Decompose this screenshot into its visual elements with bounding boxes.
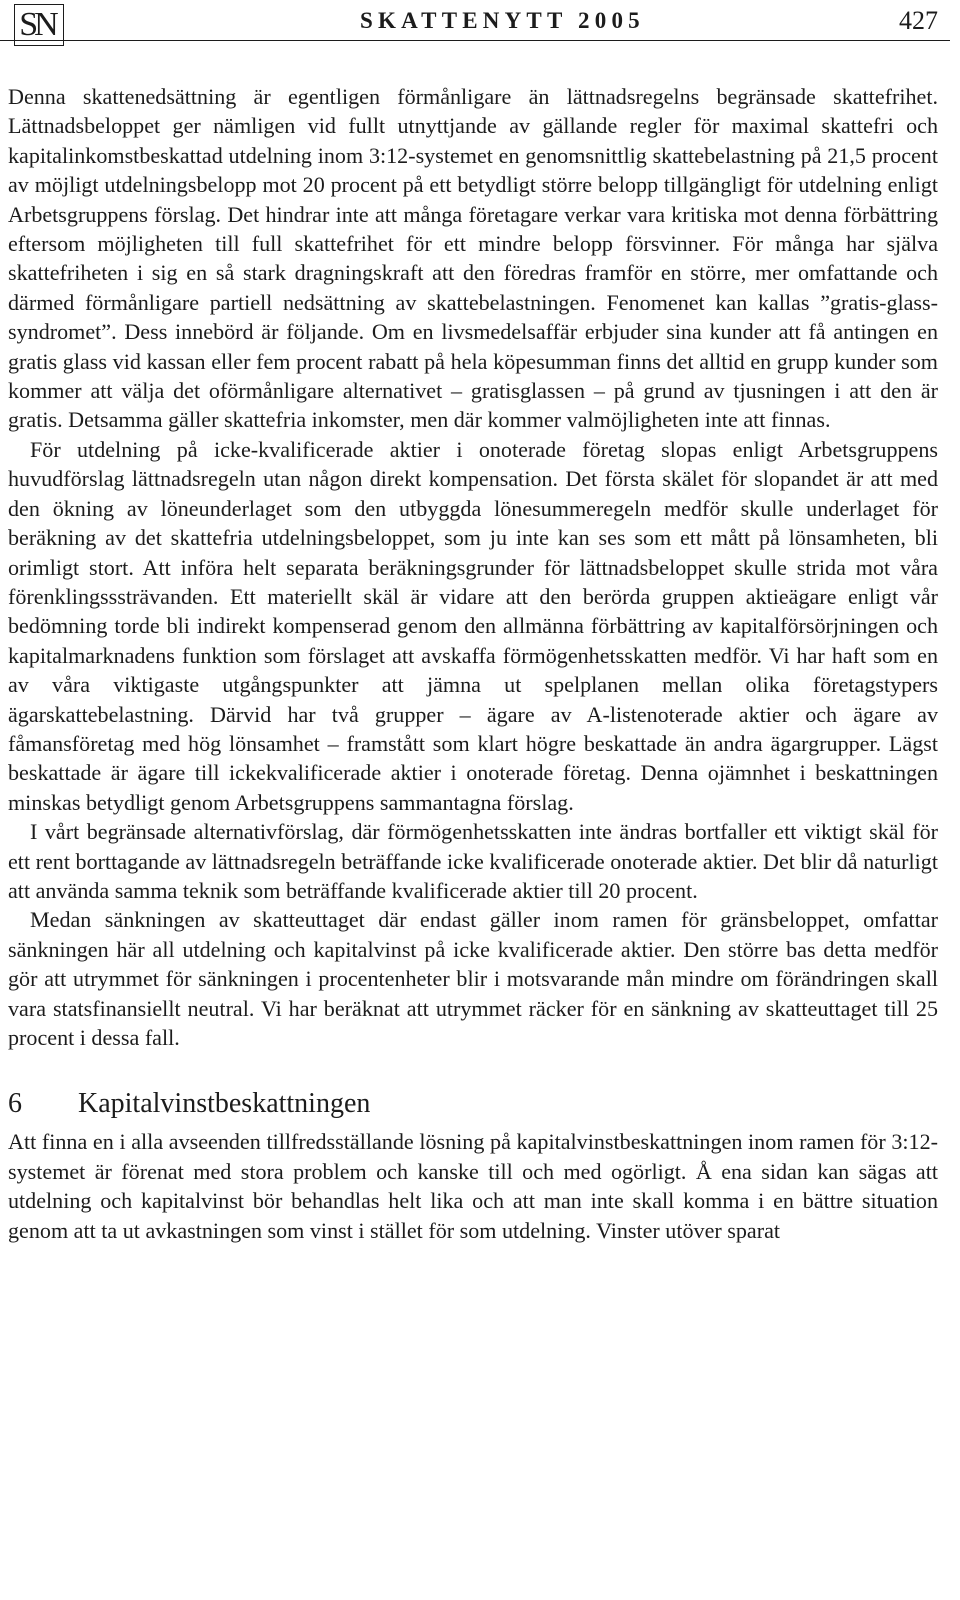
body-text [8, 82, 938, 1245]
section-paragraph: Att finna en i alla avseenden tillfredsställande lösning på kapitalvinstbeskattningen inom ramen för 3:12-systemet är förenat med stora problem och kanske till och med ogörligt. Å ena sidan kan sägas att utdelning och kapitalvinst bör behandlas helt lika och att man inte skall komma i en bättre situation genom att ta ut avkastningen som vinst i stället för som utdelning. Vinster utöver sparat [8, 1129, 938, 1243]
section-heading [8, 1087, 938, 1121]
section-number: 6 [8, 1088, 22, 1120]
journal-logo: SN [14, 4, 64, 46]
paragraph-1: Denna skattenedsättning är egentligen förmånligare än lättnadsregelns begränsade skattefrihet. Lättnadsbeloppet ger nämligen vid fullt utnyttjande av gällande regler för maximal skattefri och kapitalinkomstbeskattad utdelning inom 3:12-systemet en genomsnittlig skattebelastning på 21,5 procent av möjligt utdelningsbelopp mot 20 procent på ett betydligt större belopp tillgängligt för utdelning enligt Arbetsgruppens förslag. Det hindrar inte att många företagare verkar vara kritiska mot denna förbättring eftersom möjligheten till full skattefrihet för ett mindre belopp försvinner. För många har själva skattefriheten i sig en så stark dragningskraft att den föredras framför en större, mer omfattande och därmed förmånligare partiell nedsättning av skattebelastningen. Fenomenet kan kallas ”gratis-glass-syndromet”. Dess innebörd är följande. Om en livsmedelsaffär erbjuder sina kunder att få antingen en gratis glass vid kassan eller fem procent rabatt på hela köpesumman finns det alltid en grupp kunder som kommer att välja det oförmånligare alternativet – gratisglassen – på grund av tjusningen i att den är gratis. Detsamma gäller skattefria inkomster, men där kommer valmöjligheten inte att finnas. [8, 84, 938, 433]
page-number: 427 [899, 6, 938, 35]
paragraph-4: Medan sänkningen av skatteuttaget där endast gäller inom ramen för gränsbeloppet, omfattar sänkningen här all utdelning och kapitalvinst på icke kvalificerade aktier. Den större bas detta medför gör att utrymmet för sänkningen i procentenheter blir i motsvarande mån mindre om förändringen skall vara statsfinansiellt neutral. Vi har beräknat att utrymmet räcker för en sänkning av skatteuttaget till 25 procent i dessa fall. [8, 907, 938, 1050]
running-header [0, 0, 960, 52]
section-title: Kapitalvinstbeskattningen [78, 1088, 371, 1120]
paragraph-2: För utdelning på icke-kvalificerade aktier i onoterade företag slopas enligt Arbetsgruppens huvudförslag lättnadsregeln utan någon direkt kompensation. Det första skälet för slopandet är att med den ökning av löneunderlaget som den utbyggda lönesummeregeln medför skulle underlaget för beräkning av det skattefria utdelningsbeloppet, som ju inte kan ses som ett mått på lönsamheten, bli orimligt stort. Att införa helt separata beräkningsgrunder för lättnadsbeloppet skulle strida mot våra förenklingsssträvanden. Ett materiellt skäl är vidare att den berörda gruppen aktieägare enligt vår bedömning torde bli indirekt kompenserad genom den allmänna förbättring av kapitalförsörjningen och kapitalmarknadens funktion som förslaget att avskaffa förmögenhetsskatten medför. Vi har haft som en av våra viktigaste utgångspunkter att jämna ut spelplanen mellan olika företagstypers ägarskattebelastning. Därvid har två grupper – ägare av A-listenoterade aktier och ägare av fåmansföretag med hög lönsamhet – framstått som klart högre beskattade än andra ägargrupper. Lägst beskattade är ägare till ickekvalificerade aktier i onoterade företag. Denna ojämnhet i beskattningen minskas betydligt genom Arbetsgruppens sammantagna förslag. [8, 436, 938, 815]
journal-title: SKATTENYTT 2005 [360, 8, 645, 33]
paragraph-3: I vårt begränsade alternativförslag, där förmögenhetsskatten inte ändras bortfaller ett viktigt skäl för ett rent borttagande av lättnadsregeln beträffande icke kvalificerade onoterade aktier. Det blir då naturligt att använda samma teknik som beträffande kvalificerade aktier till 20 procent. [8, 819, 938, 903]
header-rule [0, 40, 950, 41]
